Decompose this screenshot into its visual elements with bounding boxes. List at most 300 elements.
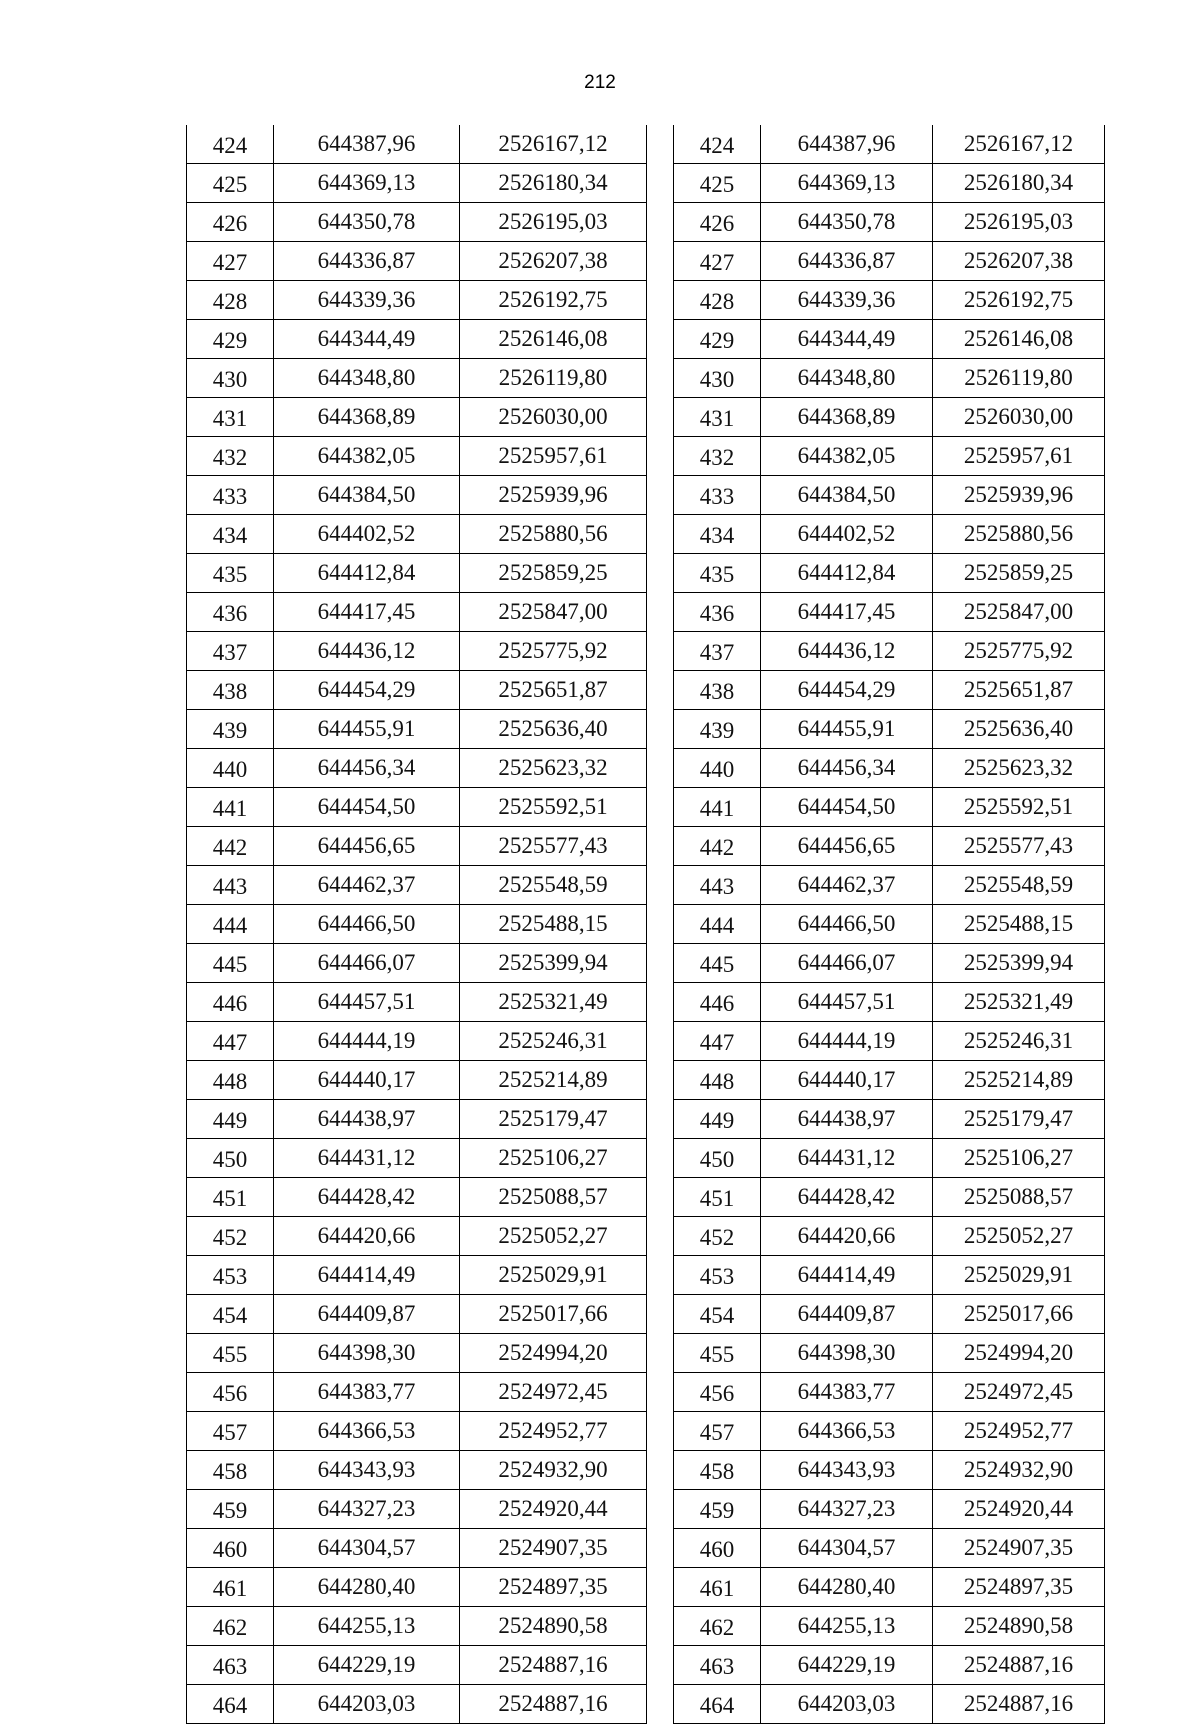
table-row [674, 983, 1105, 1022]
x-coordinate-cell: 644417,45 [761, 593, 933, 632]
x-coordinate-cell: 644398,30 [761, 1334, 933, 1373]
table-row [674, 593, 1105, 632]
y-coordinate-cell: 2526192,75 [460, 281, 647, 320]
y-coordinate-cell: 2525106,27 [460, 1139, 647, 1178]
x-coordinate-cell: 644431,12 [274, 1139, 460, 1178]
x-coordinate-cell: 644454,29 [274, 671, 460, 710]
x-coordinate-cell: 644344,49 [274, 320, 460, 359]
x-coordinate-cell: 644203,03 [274, 1685, 460, 1724]
point-number-cell: 424 [187, 125, 274, 164]
x-coordinate-cell: 644454,29 [761, 671, 933, 710]
x-coordinate-cell: 644327,23 [274, 1490, 460, 1529]
point-number-cell: 459 [187, 1490, 274, 1529]
x-coordinate-cell: 644229,19 [761, 1646, 933, 1685]
point-number-cell: 456 [187, 1373, 274, 1412]
y-coordinate-cell: 2525623,32 [933, 749, 1105, 788]
y-coordinate-cell: 2526207,38 [933, 242, 1105, 281]
table-row [187, 125, 647, 164]
point-number-cell: 439 [674, 710, 761, 749]
x-coordinate-cell: 644412,84 [274, 554, 460, 593]
y-coordinate-cell: 2525214,89 [460, 1061, 647, 1100]
table-row [674, 866, 1105, 905]
table-row [674, 125, 1105, 164]
x-coordinate-cell: 644457,51 [761, 983, 933, 1022]
point-number-cell: 434 [674, 515, 761, 554]
y-coordinate-cell: 2525179,47 [933, 1100, 1105, 1139]
y-coordinate-cell: 2524897,35 [460, 1568, 647, 1607]
x-coordinate-cell: 644343,93 [274, 1451, 460, 1490]
x-coordinate-cell: 644438,97 [761, 1100, 933, 1139]
table-row [187, 983, 647, 1022]
x-coordinate-cell: 644409,87 [274, 1295, 460, 1334]
point-number-cell: 452 [674, 1217, 761, 1256]
y-coordinate-cell: 2526030,00 [933, 398, 1105, 437]
point-number-cell: 439 [187, 710, 274, 749]
y-coordinate-cell: 2524972,45 [933, 1373, 1105, 1412]
x-coordinate-cell: 644384,50 [761, 476, 933, 515]
y-coordinate-cell: 2525939,96 [933, 476, 1105, 515]
table-row [674, 827, 1105, 866]
x-coordinate-cell: 644455,91 [274, 710, 460, 749]
y-coordinate-cell: 2526119,80 [933, 359, 1105, 398]
table-row [187, 593, 647, 632]
y-coordinate-cell: 2524920,44 [933, 1490, 1105, 1529]
x-coordinate-cell: 644383,77 [761, 1373, 933, 1412]
y-coordinate-cell: 2525880,56 [933, 515, 1105, 554]
table-row [674, 515, 1105, 554]
x-coordinate-cell: 644412,84 [761, 554, 933, 593]
point-number-cell: 436 [187, 593, 274, 632]
table-row [187, 203, 647, 242]
point-number-cell: 450 [674, 1139, 761, 1178]
x-coordinate-cell: 644368,89 [274, 398, 460, 437]
point-number-cell: 454 [674, 1295, 761, 1334]
x-coordinate-cell: 644428,42 [274, 1178, 460, 1217]
table-row [674, 437, 1105, 476]
point-number-cell: 425 [187, 164, 274, 203]
table-row [187, 1568, 647, 1607]
table-row [187, 476, 647, 515]
coordinates-table-left [186, 125, 647, 1724]
y-coordinate-cell: 2524887,16 [460, 1646, 647, 1685]
table-row [187, 1646, 647, 1685]
y-coordinate-cell: 2525577,43 [460, 827, 647, 866]
y-coordinate-cell: 2524932,90 [933, 1451, 1105, 1490]
x-coordinate-cell: 644280,40 [761, 1568, 933, 1607]
x-coordinate-cell: 644420,66 [274, 1217, 460, 1256]
y-coordinate-cell: 2525775,92 [460, 632, 647, 671]
table-row [674, 1139, 1105, 1178]
x-coordinate-cell: 644436,12 [761, 632, 933, 671]
x-coordinate-cell: 644454,50 [274, 788, 460, 827]
y-coordinate-cell: 2525847,00 [933, 593, 1105, 632]
point-number-cell: 442 [674, 827, 761, 866]
point-number-cell: 443 [674, 866, 761, 905]
y-coordinate-cell: 2525636,40 [460, 710, 647, 749]
x-coordinate-cell: 644336,87 [274, 242, 460, 281]
point-number-cell: 464 [187, 1685, 274, 1724]
point-number-cell: 445 [674, 944, 761, 983]
y-coordinate-cell: 2525321,49 [460, 983, 647, 1022]
table-row [674, 1100, 1105, 1139]
x-coordinate-cell: 644456,34 [274, 749, 460, 788]
x-coordinate-cell: 644466,07 [274, 944, 460, 983]
y-coordinate-cell: 2525847,00 [460, 593, 647, 632]
table-row [187, 944, 647, 983]
table-row [187, 1217, 647, 1256]
y-coordinate-cell: 2525399,94 [460, 944, 647, 983]
y-coordinate-cell: 2524932,90 [460, 1451, 647, 1490]
x-coordinate-cell: 644229,19 [274, 1646, 460, 1685]
table-row [674, 203, 1105, 242]
y-coordinate-cell: 2524897,35 [933, 1568, 1105, 1607]
x-coordinate-cell: 644344,49 [761, 320, 933, 359]
x-coordinate-cell: 644384,50 [274, 476, 460, 515]
point-number-cell: 442 [187, 827, 274, 866]
y-coordinate-cell: 2524972,45 [460, 1373, 647, 1412]
table-row [674, 554, 1105, 593]
y-coordinate-cell: 2525029,91 [933, 1256, 1105, 1295]
point-number-cell: 452 [187, 1217, 274, 1256]
point-number-cell: 454 [187, 1295, 274, 1334]
table-row [187, 398, 647, 437]
point-number-cell: 426 [187, 203, 274, 242]
point-number-cell: 455 [674, 1334, 761, 1373]
y-coordinate-cell: 2525592,51 [933, 788, 1105, 827]
y-coordinate-cell: 2525214,89 [933, 1061, 1105, 1100]
y-coordinate-cell: 2525957,61 [933, 437, 1105, 476]
y-coordinate-cell: 2524887,16 [933, 1646, 1105, 1685]
point-number-cell: 457 [674, 1412, 761, 1451]
point-number-cell: 462 [674, 1607, 761, 1646]
table-row [187, 1178, 647, 1217]
point-number-cell: 435 [674, 554, 761, 593]
y-coordinate-cell: 2526030,00 [460, 398, 647, 437]
table-row [674, 164, 1105, 203]
point-number-cell: 437 [674, 632, 761, 671]
table-row [187, 281, 647, 320]
point-number-cell: 453 [674, 1256, 761, 1295]
table-row [674, 1490, 1105, 1529]
y-coordinate-cell: 2526207,38 [460, 242, 647, 281]
table-row [674, 1061, 1105, 1100]
table-row [187, 632, 647, 671]
y-coordinate-cell: 2525106,27 [933, 1139, 1105, 1178]
x-coordinate-cell: 644369,13 [274, 164, 460, 203]
point-number-cell: 431 [674, 398, 761, 437]
table-row [674, 710, 1105, 749]
point-number-cell: 449 [187, 1100, 274, 1139]
table-row [187, 1373, 647, 1412]
y-coordinate-cell: 2524952,77 [933, 1412, 1105, 1451]
y-coordinate-cell: 2525880,56 [460, 515, 647, 554]
table-row [187, 1685, 647, 1724]
point-number-cell: 429 [674, 320, 761, 359]
point-number-cell: 434 [187, 515, 274, 554]
point-number-cell: 427 [674, 242, 761, 281]
y-coordinate-cell: 2525088,57 [460, 1178, 647, 1217]
point-number-cell: 441 [187, 788, 274, 827]
y-coordinate-cell: 2525859,25 [460, 554, 647, 593]
x-coordinate-cell: 644348,80 [274, 359, 460, 398]
table-row [187, 1022, 647, 1061]
table-row [674, 944, 1105, 983]
x-coordinate-cell: 644366,53 [761, 1412, 933, 1451]
point-number-cell: 453 [187, 1256, 274, 1295]
table-row [187, 437, 647, 476]
table-row [674, 242, 1105, 281]
x-coordinate-cell: 644398,30 [274, 1334, 460, 1373]
table-row [674, 1334, 1105, 1373]
x-coordinate-cell: 644436,12 [274, 632, 460, 671]
x-coordinate-cell: 644203,03 [761, 1685, 933, 1724]
table-row [187, 788, 647, 827]
point-number-cell: 438 [674, 671, 761, 710]
point-number-cell: 455 [187, 1334, 274, 1373]
point-number-cell: 458 [674, 1451, 761, 1490]
x-coordinate-cell: 644304,57 [274, 1529, 460, 1568]
y-coordinate-cell: 2525775,92 [933, 632, 1105, 671]
y-coordinate-cell: 2525246,31 [460, 1022, 647, 1061]
table-row [674, 320, 1105, 359]
x-coordinate-cell: 644255,13 [761, 1607, 933, 1646]
y-coordinate-cell: 2524994,20 [933, 1334, 1105, 1373]
table-row [187, 1061, 647, 1100]
y-coordinate-cell: 2525488,15 [460, 905, 647, 944]
y-coordinate-cell: 2526180,34 [460, 164, 647, 203]
y-coordinate-cell: 2525399,94 [933, 944, 1105, 983]
y-coordinate-cell: 2524907,35 [933, 1529, 1105, 1568]
y-coordinate-cell: 2524994,20 [460, 1334, 647, 1373]
x-coordinate-cell: 644454,50 [761, 788, 933, 827]
x-coordinate-cell: 644350,78 [761, 203, 933, 242]
y-coordinate-cell: 2525321,49 [933, 983, 1105, 1022]
y-coordinate-cell: 2525548,59 [460, 866, 647, 905]
point-number-cell: 432 [674, 437, 761, 476]
table-row [674, 1529, 1105, 1568]
y-coordinate-cell: 2525088,57 [933, 1178, 1105, 1217]
point-number-cell: 430 [187, 359, 274, 398]
x-coordinate-cell: 644348,80 [761, 359, 933, 398]
x-coordinate-cell: 644466,07 [761, 944, 933, 983]
table-row [187, 1295, 647, 1334]
y-coordinate-cell: 2526146,08 [933, 320, 1105, 359]
x-coordinate-cell: 644382,05 [274, 437, 460, 476]
table-row [187, 1334, 647, 1373]
table-row [187, 242, 647, 281]
point-number-cell: 441 [674, 788, 761, 827]
table-row [187, 164, 647, 203]
coordinates-table-right [673, 125, 1105, 1724]
y-coordinate-cell: 2525939,96 [460, 476, 647, 515]
x-coordinate-cell: 644420,66 [761, 1217, 933, 1256]
y-coordinate-cell: 2524887,16 [460, 1685, 647, 1724]
point-number-cell: 461 [187, 1568, 274, 1607]
table-row [674, 1646, 1105, 1685]
x-coordinate-cell: 644368,89 [761, 398, 933, 437]
x-coordinate-cell: 644456,65 [761, 827, 933, 866]
x-coordinate-cell: 644402,52 [761, 515, 933, 554]
point-number-cell: 447 [674, 1022, 761, 1061]
point-number-cell: 457 [187, 1412, 274, 1451]
x-coordinate-cell: 644387,96 [274, 125, 460, 164]
table-row [187, 320, 647, 359]
x-coordinate-cell: 644350,78 [274, 203, 460, 242]
point-number-cell: 433 [674, 476, 761, 515]
point-number-cell: 463 [187, 1646, 274, 1685]
x-coordinate-cell: 644369,13 [761, 164, 933, 203]
point-number-cell: 460 [187, 1529, 274, 1568]
point-number-cell: 438 [187, 671, 274, 710]
x-coordinate-cell: 644383,77 [274, 1373, 460, 1412]
x-coordinate-cell: 644280,40 [274, 1568, 460, 1607]
point-number-cell: 425 [674, 164, 761, 203]
table-row [674, 1412, 1105, 1451]
x-coordinate-cell: 644402,52 [274, 515, 460, 554]
point-number-cell: 444 [674, 905, 761, 944]
x-coordinate-cell: 644466,50 [274, 905, 460, 944]
x-coordinate-cell: 644417,45 [274, 593, 460, 632]
y-coordinate-cell: 2525052,27 [933, 1217, 1105, 1256]
point-number-cell: 459 [674, 1490, 761, 1529]
y-coordinate-cell: 2526167,12 [933, 125, 1105, 164]
point-number-cell: 443 [187, 866, 274, 905]
x-coordinate-cell: 644444,19 [761, 1022, 933, 1061]
x-coordinate-cell: 644336,87 [761, 242, 933, 281]
point-number-cell: 426 [674, 203, 761, 242]
x-coordinate-cell: 644382,05 [761, 437, 933, 476]
y-coordinate-cell: 2525017,66 [460, 1295, 647, 1334]
table-row [674, 1178, 1105, 1217]
x-coordinate-cell: 644327,23 [761, 1490, 933, 1529]
x-coordinate-cell: 644414,49 [274, 1256, 460, 1295]
x-coordinate-cell: 644462,37 [761, 866, 933, 905]
y-coordinate-cell: 2525651,87 [933, 671, 1105, 710]
x-coordinate-cell: 644462,37 [274, 866, 460, 905]
x-coordinate-cell: 644438,97 [274, 1100, 460, 1139]
point-number-cell: 444 [187, 905, 274, 944]
point-number-cell: 449 [674, 1100, 761, 1139]
table-row [187, 1256, 647, 1295]
x-coordinate-cell: 644409,87 [761, 1295, 933, 1334]
x-coordinate-cell: 644339,36 [761, 281, 933, 320]
table-row [187, 515, 647, 554]
point-number-cell: 463 [674, 1646, 761, 1685]
table-row [674, 632, 1105, 671]
page-number: 212 [584, 72, 616, 93]
table-row [187, 1490, 647, 1529]
y-coordinate-cell: 2525957,61 [460, 437, 647, 476]
y-coordinate-cell: 2525179,47 [460, 1100, 647, 1139]
y-coordinate-cell: 2525577,43 [933, 827, 1105, 866]
point-number-cell: 461 [674, 1568, 761, 1607]
x-coordinate-cell: 644457,51 [274, 983, 460, 1022]
point-number-cell: 428 [674, 281, 761, 320]
table-row [674, 671, 1105, 710]
y-coordinate-cell: 2526195,03 [933, 203, 1105, 242]
x-coordinate-cell: 644414,49 [761, 1256, 933, 1295]
point-number-cell: 440 [674, 749, 761, 788]
point-number-cell: 436 [674, 593, 761, 632]
x-coordinate-cell: 644255,13 [274, 1607, 460, 1646]
point-number-cell: 446 [674, 983, 761, 1022]
point-number-cell: 432 [187, 437, 274, 476]
x-coordinate-cell: 644456,34 [761, 749, 933, 788]
table-row [674, 788, 1105, 827]
y-coordinate-cell: 2525592,51 [460, 788, 647, 827]
x-coordinate-cell: 644440,17 [274, 1061, 460, 1100]
x-coordinate-cell: 644366,53 [274, 1412, 460, 1451]
point-number-cell: 428 [187, 281, 274, 320]
y-coordinate-cell: 2526167,12 [460, 125, 647, 164]
y-coordinate-cell: 2524907,35 [460, 1529, 647, 1568]
point-number-cell: 448 [674, 1061, 761, 1100]
y-coordinate-cell: 2525548,59 [933, 866, 1105, 905]
point-number-cell: 450 [187, 1139, 274, 1178]
x-coordinate-cell: 644428,42 [761, 1178, 933, 1217]
table-row [187, 554, 647, 593]
y-coordinate-cell: 2526195,03 [460, 203, 647, 242]
x-coordinate-cell: 644466,50 [761, 905, 933, 944]
table-row [187, 1529, 647, 1568]
point-number-cell: 451 [187, 1178, 274, 1217]
y-coordinate-cell: 2524890,58 [933, 1607, 1105, 1646]
y-coordinate-cell: 2524920,44 [460, 1490, 647, 1529]
point-number-cell: 440 [187, 749, 274, 788]
y-coordinate-cell: 2526146,08 [460, 320, 647, 359]
y-coordinate-cell: 2525859,25 [933, 554, 1105, 593]
y-coordinate-cell: 2525636,40 [933, 710, 1105, 749]
table-row [674, 905, 1105, 944]
table-row [187, 1139, 647, 1178]
x-coordinate-cell: 644456,65 [274, 827, 460, 866]
point-number-cell: 430 [674, 359, 761, 398]
table-row [674, 1217, 1105, 1256]
table-row [187, 905, 647, 944]
x-coordinate-cell: 644387,96 [761, 125, 933, 164]
y-coordinate-cell: 2525488,15 [933, 905, 1105, 944]
table-row [674, 398, 1105, 437]
x-coordinate-cell: 644440,17 [761, 1061, 933, 1100]
point-number-cell: 464 [674, 1685, 761, 1724]
table-row [674, 1568, 1105, 1607]
point-number-cell: 460 [674, 1529, 761, 1568]
table-row [674, 749, 1105, 788]
point-number-cell: 447 [187, 1022, 274, 1061]
point-number-cell: 456 [674, 1373, 761, 1412]
y-coordinate-cell: 2526180,34 [933, 164, 1105, 203]
table-row [187, 1607, 647, 1646]
table-row [187, 1100, 647, 1139]
y-coordinate-cell: 2525246,31 [933, 1022, 1105, 1061]
x-coordinate-cell: 644455,91 [761, 710, 933, 749]
table-row [187, 827, 647, 866]
point-number-cell: 433 [187, 476, 274, 515]
table-row [187, 1412, 647, 1451]
x-coordinate-cell: 644343,93 [761, 1451, 933, 1490]
table-row [674, 1373, 1105, 1412]
point-number-cell: 424 [674, 125, 761, 164]
table-row [187, 1451, 647, 1490]
point-number-cell: 431 [187, 398, 274, 437]
point-number-cell: 435 [187, 554, 274, 593]
y-coordinate-cell: 2524952,77 [460, 1412, 647, 1451]
point-number-cell: 462 [187, 1607, 274, 1646]
table-row [674, 1685, 1105, 1724]
point-number-cell: 429 [187, 320, 274, 359]
table-row [187, 710, 647, 749]
y-coordinate-cell: 2524887,16 [933, 1685, 1105, 1724]
